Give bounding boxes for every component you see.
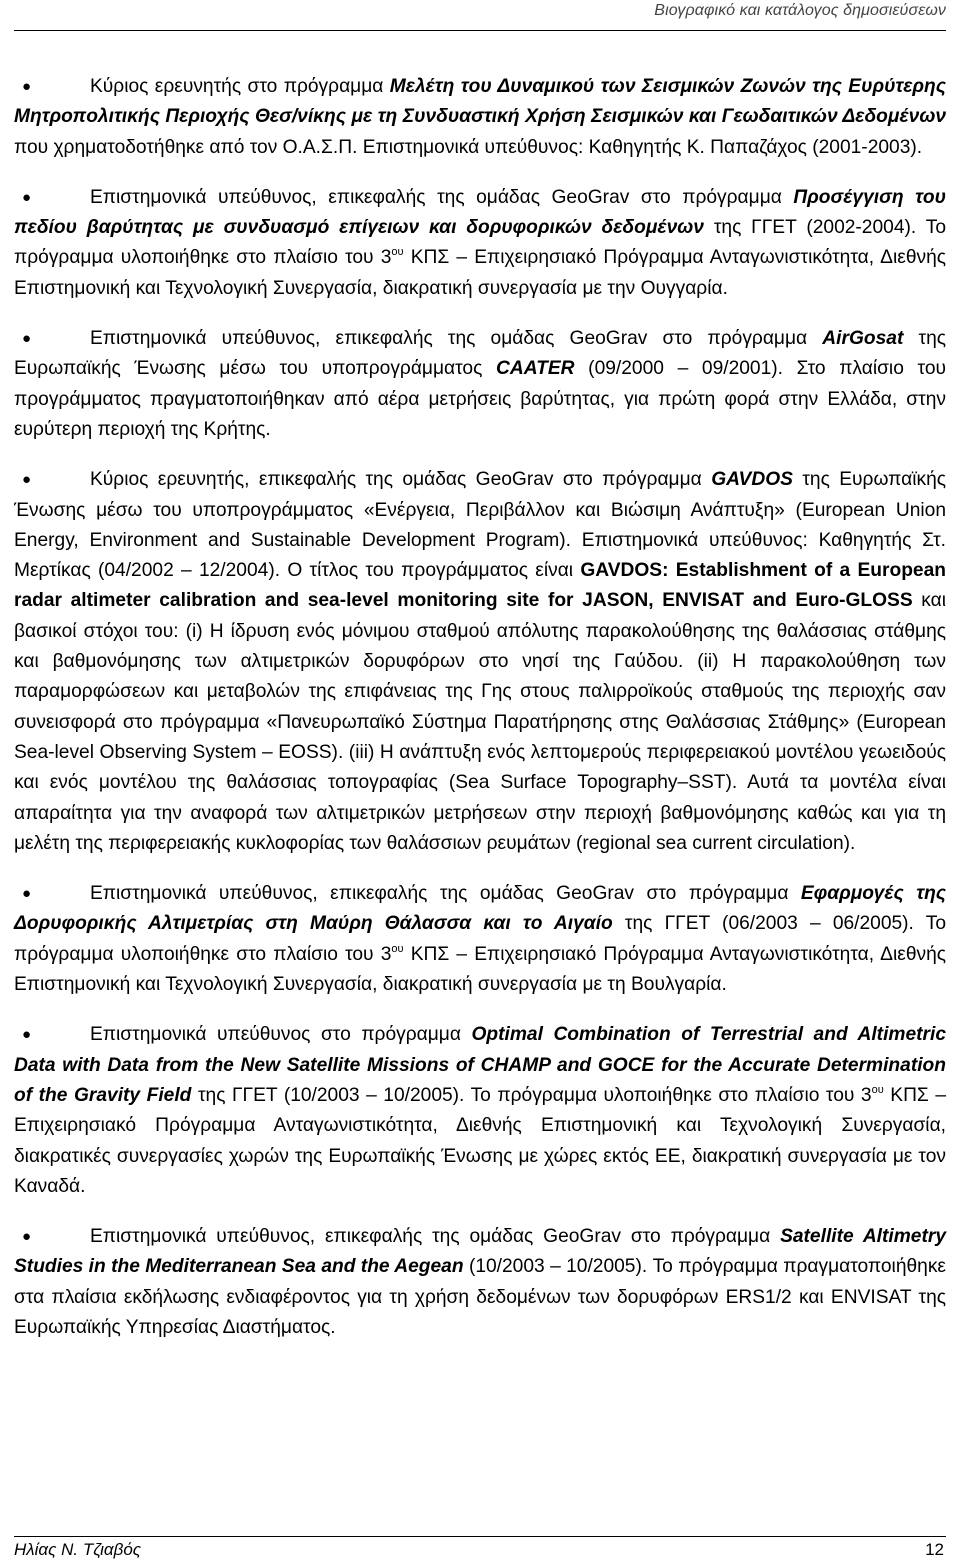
project-title: GAVDOS bbox=[711, 469, 793, 491]
list-item: ● Επιστημονικά υπεύθυνος, επικεφαλής της ομάδας GeoGrav στο πρόγραμμα Satellite Altimetry Studies in the Mediterranean Sea and the Aegean (10/2003 – 10/2005). Το πρόγραμμα πραγματοποιήθηκε στα πλαίσια εκδήλωσης ενδιαφέροντος για τη χρήση δεδομένων των δορυφόρων ERS1/2 και ENVISAT της Ευρωπαϊκής Υπηρεσίας Διαστήματος. bbox=[14, 1222, 946, 1343]
list-item: ● Επιστημονικά υπεύθυνος, επικεφαλής της ομάδας GeoGrav στο πρόγραμμα Προσέγγιση του πεδίου βαρύτητας με συνδυασμό επίγειων και δορυφορικών δεδομένων της ΓΓΕΤ (2002-2004). Το πρόγραμμα υλοποιήθηκε στο πλαίσιο του $3^{o\upsilon}$ ΚΠΣ – Επιχειρησιακό Πρόγραμμα Ανταγωνιστικότητα, Διεθνής Επιστημονική και Τεχνολογική Συνεργασία, διακρατική συνεργασία με την Ουγγαρία. bbox=[14, 183, 946, 304]
project-title: Satellite Altimetry Studies in the Mediterranean Sea and the Aegean bbox=[14, 1226, 946, 1278]
footer-rule bbox=[14, 1536, 946, 1537]
list-item: ● Επιστημονικά υπεύθυνος, επικεφαλής της ομάδας GeoGrav στο πρόγραμμα AirGosat της Ευρωπαϊκής Ένωσης μέσω του υποπρογράμματος CAATER (09/2000 – 09/2001). Στο πλαίσιο του προγράμματος πραγματοποιήθηκαν από αέρα μετρήσεις βαρύτητας, για πρώτη φορά στην Ελλάδα, στην ευρύτερη περιοχή της Κρήτης. bbox=[14, 324, 946, 445]
bullet-icon: ● bbox=[22, 188, 32, 206]
bullet-icon: ● bbox=[22, 471, 32, 489]
list-item: ● Επιστημονικά υπεύθυνος στο πρόγραμμα Optimal Combination of Terrestrial and Altimetric Data with Data from the New Satellite Missions of CHAMP and GOCE for the Accurate Determination of the Gravity Field της ΓΓΕΤ (10/2003 – 10/2005). Το πρόγραμμα υλοποιήθηκε στο πλαίσιο του $3^{o\upsilon}$ ΚΠΣ – Επιχειρησιακό Πρόγραμμα Ανταγωνιστικότητα, Διεθνής Επιστημονική και Τεχνολογική Συνεργασία, διακρατικές συνεργασίες χωρών της Ευρωπαϊκής Ένωσης με χώρες εκτός ΕΕ, διακρατική συνεργασία με τον Καναδά. bbox=[14, 1020, 946, 1202]
bullet-icon: ● bbox=[22, 78, 32, 95]
bullet-icon: ● bbox=[22, 885, 32, 903]
project-title: AirGosat bbox=[822, 328, 904, 350]
project-title: Μελέτη του Δυναμικού των Σεισμικών Ζωνών της Ευρύτερης Μητροπολιτικής Περιοχής Θεσ/νίκης με τη Συνδυαστική Χρήση Σεισμικών και Γεωδαιτικών Δεδομένων bbox=[14, 76, 946, 128]
bullet-icon: ● bbox=[22, 330, 32, 348]
bullet-icon: ● bbox=[22, 1228, 32, 1246]
project-title: Optimal Combination of Terrestrial and Altimetric Data with Data from the New Satellite Missions of CHAMP and GOCE for the Accurate Determination of the Gravity Field bbox=[14, 1024, 946, 1106]
project-title: Προσέγγιση του πεδίου βαρύτητας με συνδυασμό επίγειων και δορυφορικών δεδομένων bbox=[14, 186, 947, 239]
footer-author: Ηλίας Ν. Τζιαβός bbox=[14, 1540, 142, 1559]
header-rule bbox=[14, 30, 946, 31]
list-item: ● Κύριος ερευνητής στο πρόγραμμα Μελέτη του Δυναμικού των Σεισμικών Ζωνών της Ευρύτερης Μητροπολιτικής Περιοχής Θεσ/νίκης με τη Συνδυαστική Χρήση Σεισμικών και Γεωδαιτικών Δεδομένων που χρηματοδοτήθηκε από τον Ο.Α.Σ.Π. Επιστημονικά υπεύθυνος: Καθηγητής Κ. Παπαζάχος (2001-2003). bbox=[14, 72, 946, 163]
list-item: ● Επιστημονικά υπεύθυνος, επικεφαλής της ομάδας GeoGrav στο πρόγραμμα Εφαρμογές της Δορυφορικής Αλτιμετρίας στη Μαύρη Θάλασσα και το Αιγαίο της ΓΓΕΤ (06/2003 – 06/2005). Το πρόγραμμα υλοποιήθηκε στο πλαίσιο του $3^{o\upsilon}$ ΚΠΣ – Επιχειρησιακό Πρόγραμμα Ανταγωνιστικότητα, Διεθνής Επιστημονική και Τεχνολογική Συνεργασία, διακρατική συνεργασία με τη Βουλγαρία. bbox=[14, 879, 946, 1000]
project-title: Εφαρμογές της Δορυφορικής Αλτιμετρίας στη Μαύρη Θάλασσα και το Αιγαίο bbox=[14, 883, 946, 935]
running-header: Βιογραφικό και κατάλογος δημοσιεύσεων bbox=[654, 2, 946, 19]
page-number: 12 bbox=[925, 1540, 944, 1559]
program-full-title: GAVDOS: Establishment of a European radar altimeter calibration and sea-level monitoring site for JASON, ENVISAT and Euro-GLOSS bbox=[14, 560, 946, 612]
bullet-icon: ● bbox=[22, 1026, 32, 1044]
subprogram-title: CAATER bbox=[496, 358, 575, 380]
list-item: ● Κύριος ερευνητής, επικεφαλής της ομάδας GeoGrav στο πρόγραμμα GAVDOS της Ευρωπαϊκής Ένωσης μέσω του υποπρογράμματος «Ενέργεια, Περιβάλλον και Βιώσιμη Ανάπτυξη» (European Union Energy, Environment and Sustainable Development Program). Επιστημονικά υπεύθυνος: Καθηγητής Στ. Μερτίκας (04/2002 – 12/2004). Ο τίτλος του προγράμματος είναι GAVDOS: Establishment of a European radar altimeter calibration and sea-level monitoring site for JASON, ENVISAT and Euro-GLOSS και βασικοί στόχοι του: (i) Η ίδρυση ενός μόνιμου σταθμού απόλυτης παρακολούθησης της θαλάσσιας στάθμης και βαθμονόμησης των αλτιμετρικών δορυφόρων στο νησί της Γαύδου. (ii) Η παρακολούθηση των παραμορφώσεων και μεταβολών της επιφάνειας της Γης στους παλιρροϊκούς σταθμούς της περιοχής σαν συνεισφορά στο πρόγραμμα «Πανευρωπαϊκό Σύστημα Παρατήρησης στης Θαλάσσιας Στάθμης» (European Sea-level Observing System – EOSS). (iii) Η ανάπτυξη ενός λεπτομερούς περιφερειακού μοντέλου γεωειδούς και ενός μοντέλου της θαλάσσιας τοπογραφίας (Sea Surface Topography–SST). Αυτά τα μοντέλα είναι απαραίτητα για την αναφορά των αλτιμετρικών μετρήσεων στην περιοχή βαθμονόμησης καθώς και για τη μελέτη της περιφερειακής κυκλοφορίας των θαλάσσιων ρευμάτων (regional sea current circulation). bbox=[14, 465, 946, 859]
project-list bbox=[14, 72, 946, 1363]
